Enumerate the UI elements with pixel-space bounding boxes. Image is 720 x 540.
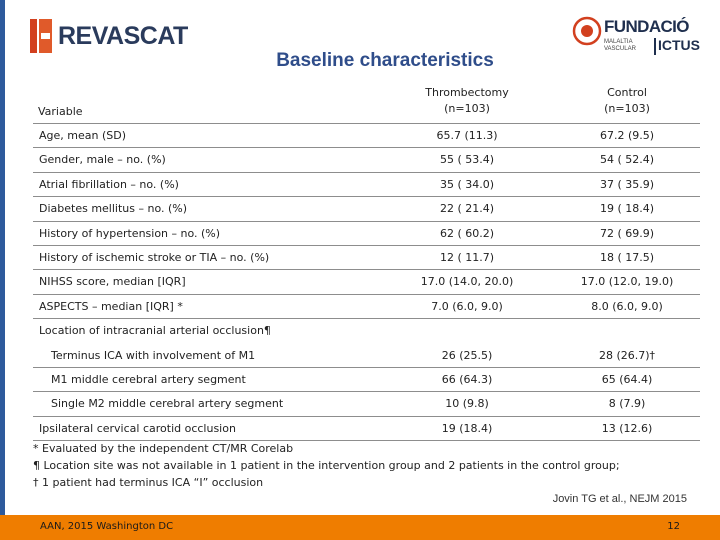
table-row [33,222,700,246]
row-control-value: 8 (7.9) [608,397,646,411]
header-control-label: Control [607,86,647,99]
row-variable: History of hypertension – no. (%) [39,226,221,240]
row-section-label: Location of intracranial arterial occlusion¶ [39,324,271,338]
footnote-dagger: † 1 patient had terminus ICA “I” occlusion [33,476,264,489]
row-control-value: 17.0 (12.0, 19.0) [580,275,674,289]
fundacio-logo-mark-icon [572,16,602,46]
table-row [33,344,700,368]
footer-event-label: AAN, 2015 Washington DC [40,521,174,532]
citation: Jovin TG et al., NEJM 2015 [552,493,687,505]
header-thrombectomy [380,85,554,117]
row-thrombectomy-value: 35 ( 34.0) [439,177,495,191]
header-variable: Variable [38,105,83,118]
table-row [33,197,700,221]
header-thrombectomy-label: Thrombectomy [425,86,509,99]
row-thrombectomy-value: 55 ( 53.4) [439,153,495,167]
row-thrombectomy-value: 17.0 (14.0, 20.0) [420,275,514,289]
row-thrombectomy-value: 10 (9.8) [445,397,489,411]
row-variable: Age, mean (SD) [39,129,126,142]
row-control-value: 65 (64.4) [601,372,653,386]
row-variable: Diabetes mellitus – no. (%) [39,202,188,216]
row-control-value: 54 ( 52.4) [599,153,655,167]
row-control-value: 72 ( 69.9) [599,226,655,240]
row-thrombectomy-value: 26 (25.5) [441,348,493,362]
table-row [33,295,700,319]
row-thrombectomy-value: 12 ( 11.7) [439,250,495,264]
fundacio-logo-brand: ICTUS [658,37,700,53]
row-variable: Single M2 middle cerebral artery segment [51,397,284,411]
left-accent-bar [0,0,5,540]
table-row [33,392,700,416]
revascat-logo-mark-icon [30,19,52,53]
footnotes [33,440,620,491]
table-row [33,124,700,148]
table-header-row [33,80,700,124]
row-control-value: 13 (12.6) [601,421,653,435]
row-thrombectomy-value: 62 ( 60.2) [439,226,495,240]
row-thrombectomy-value: 65.7 (11.3) [436,129,498,142]
header-thrombectomy-n: (n=103) [444,102,490,115]
row-control-value: 8.0 (6.0, 9.0) [591,299,663,313]
footnote-pilcrow: ¶ Location site was not available in 1 patient in the intervention group and 2 patients in the control group; [33,459,620,472]
table-row [33,148,700,172]
baseline-table [33,80,700,441]
row-thrombectomy-value: 22 ( 21.4) [439,202,495,216]
table-row [33,270,700,294]
page-title: Baseline characteristics [276,50,494,71]
header-control [554,85,700,117]
table-row [33,246,700,270]
row-variable: Atrial fibrillation – no. (%) [39,177,179,191]
row-variable: Gender, male – no. (%) [39,153,166,167]
header-control-n: (n=103) [604,102,650,115]
row-variable: ASPECTS – median [IQR] * [39,299,183,313]
page-number: 12 [667,521,680,532]
row-control-value: 37 ( 35.9) [599,177,655,191]
footnote-asterisk: * Evaluated by the independent CT/MR Corelab [33,442,294,455]
footer-bar [0,515,720,540]
row-variable: Ipsilateral cervical carotid occlusion [39,421,236,435]
row-thrombectomy-value: 19 (18.4) [441,421,493,435]
row-control-value: 67.2 (9.5) [599,129,655,142]
row-variable: History of ischemic stroke or TIA – no. (%) [39,250,270,264]
row-variable: M1 middle cerebral artery segment [51,372,246,386]
row-control-value: 18 ( 17.5) [599,250,655,264]
table-row [33,368,700,392]
row-thrombectomy-value: 7.0 (6.0, 9.0) [431,299,503,313]
revascat-logo-text: REVASCAT [58,21,188,50]
table-row-section [33,319,700,343]
table-row [33,173,700,197]
row-variable: Terminus ICA with involvement of M1 [51,348,256,362]
fundacio-logo-text: FUNDACIÓ [604,17,689,36]
row-thrombectomy-value: 66 (64.3) [441,372,493,386]
row-control-value: 19 ( 18.4) [599,202,655,216]
table-row [33,417,700,441]
row-control-value: 28 (26.7)† [598,348,656,362]
fundacio-logo-subtext: MALALTIA VASCULAR [604,39,636,52]
row-variable: NIHSS score, median [IQR] [39,275,186,289]
